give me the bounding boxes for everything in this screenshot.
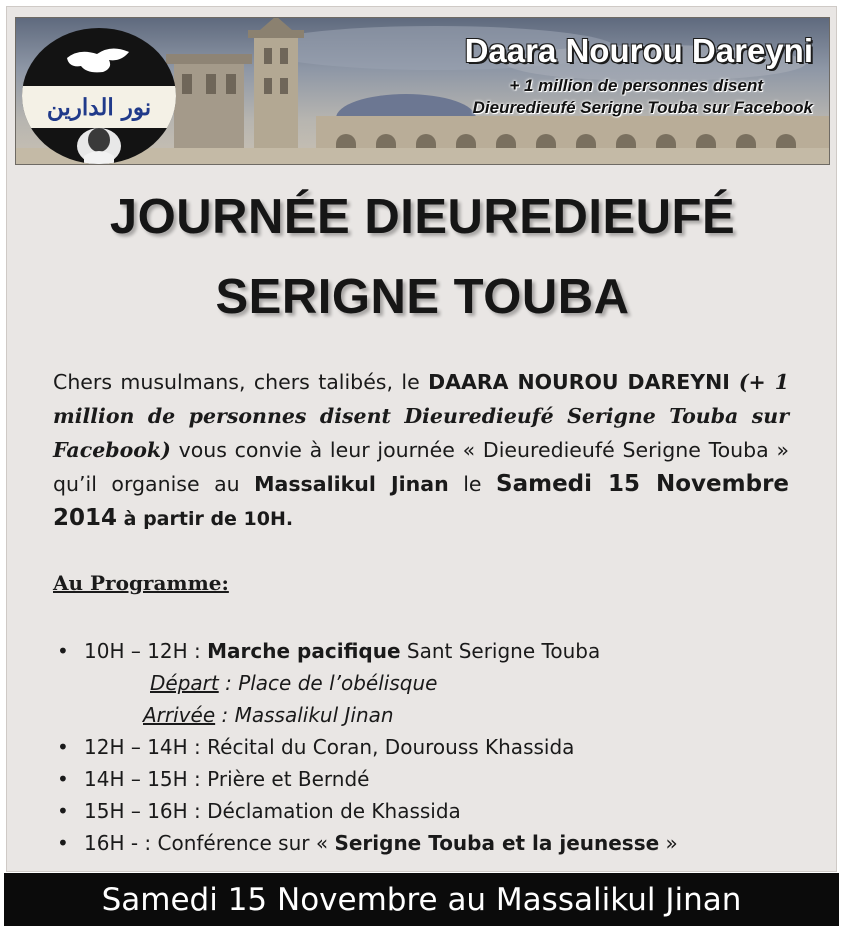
depart-value: : Place de l’obélisque [218, 671, 438, 695]
daara-logo-icon [22, 28, 176, 164]
poster [6, 6, 837, 872]
program-item [53, 635, 813, 667]
footer-banner: Samedi 15 Novembre au Massalikul Jinan [4, 873, 839, 926]
intro-million-note: (+ 1 million de personnes disent Dieuredieufé Serigne Touba sur Facebook) [53, 370, 789, 462]
program-item-highlight: Marche pacifique [207, 639, 401, 663]
program-title: Au Programme: [53, 571, 229, 595]
program-item-text: 16H - : Conférence sur « [84, 831, 335, 855]
program-item: • 14H – 15H : Prière et Berndé [53, 763, 813, 795]
program-subitem-depart [53, 667, 813, 699]
arrivee-value: : Massalikul Jinan [215, 703, 394, 727]
intro-date: Samedi 15 Novembre 2014 [53, 471, 790, 531]
banner-subtitle-2: Dieuredieufé Serigne Touba sur Facebook [472, 98, 813, 117]
header-banner [15, 17, 830, 165]
banner-subtitle-1: + 1 million de personnes disent [509, 76, 763, 95]
intro-venue: Massalikul Jinan [254, 472, 449, 496]
program-item-text: Sant Serigne Touba [400, 639, 601, 663]
program-subitem-arrivee [53, 699, 813, 731]
headline-line-2: SERIGNE TOUBA [215, 270, 630, 324]
intro-daara-name: DAARA NOUROU DAREYNI [428, 370, 730, 394]
intro-text: le [448, 472, 497, 496]
program-item-text: » [659, 831, 678, 855]
intro-time: à partir de 10H. [117, 508, 294, 530]
arrivee-label: Arrivée [143, 703, 216, 727]
intro-text: Chers musulmans, chers talibés, le [53, 370, 429, 394]
logo-arabic-text: نور الدارين [22, 86, 176, 128]
banner-title: Daara Nourou Dareyni [464, 32, 813, 69]
program-item-time: 10H – 12H : [84, 639, 208, 663]
headline-line-1: JOURNÉE DIEUREDIEUFÉ [109, 190, 736, 244]
intro-text: vous convie à leur journée « Dieuredieufé Serigne Touba » qu’il organise au [53, 438, 789, 496]
program-item [53, 827, 813, 859]
program-item: • 12H – 14H : Récital du Coran, Dourouss Khassida [53, 731, 813, 763]
program-item: • 15H – 16H : Déclamation de Khassida [53, 795, 813, 827]
program-list [53, 635, 813, 859]
program-item-highlight: Serigne Touba et la jeunesse [334, 831, 660, 855]
intro-paragraph [53, 365, 789, 536]
depart-label: Départ [150, 671, 219, 695]
